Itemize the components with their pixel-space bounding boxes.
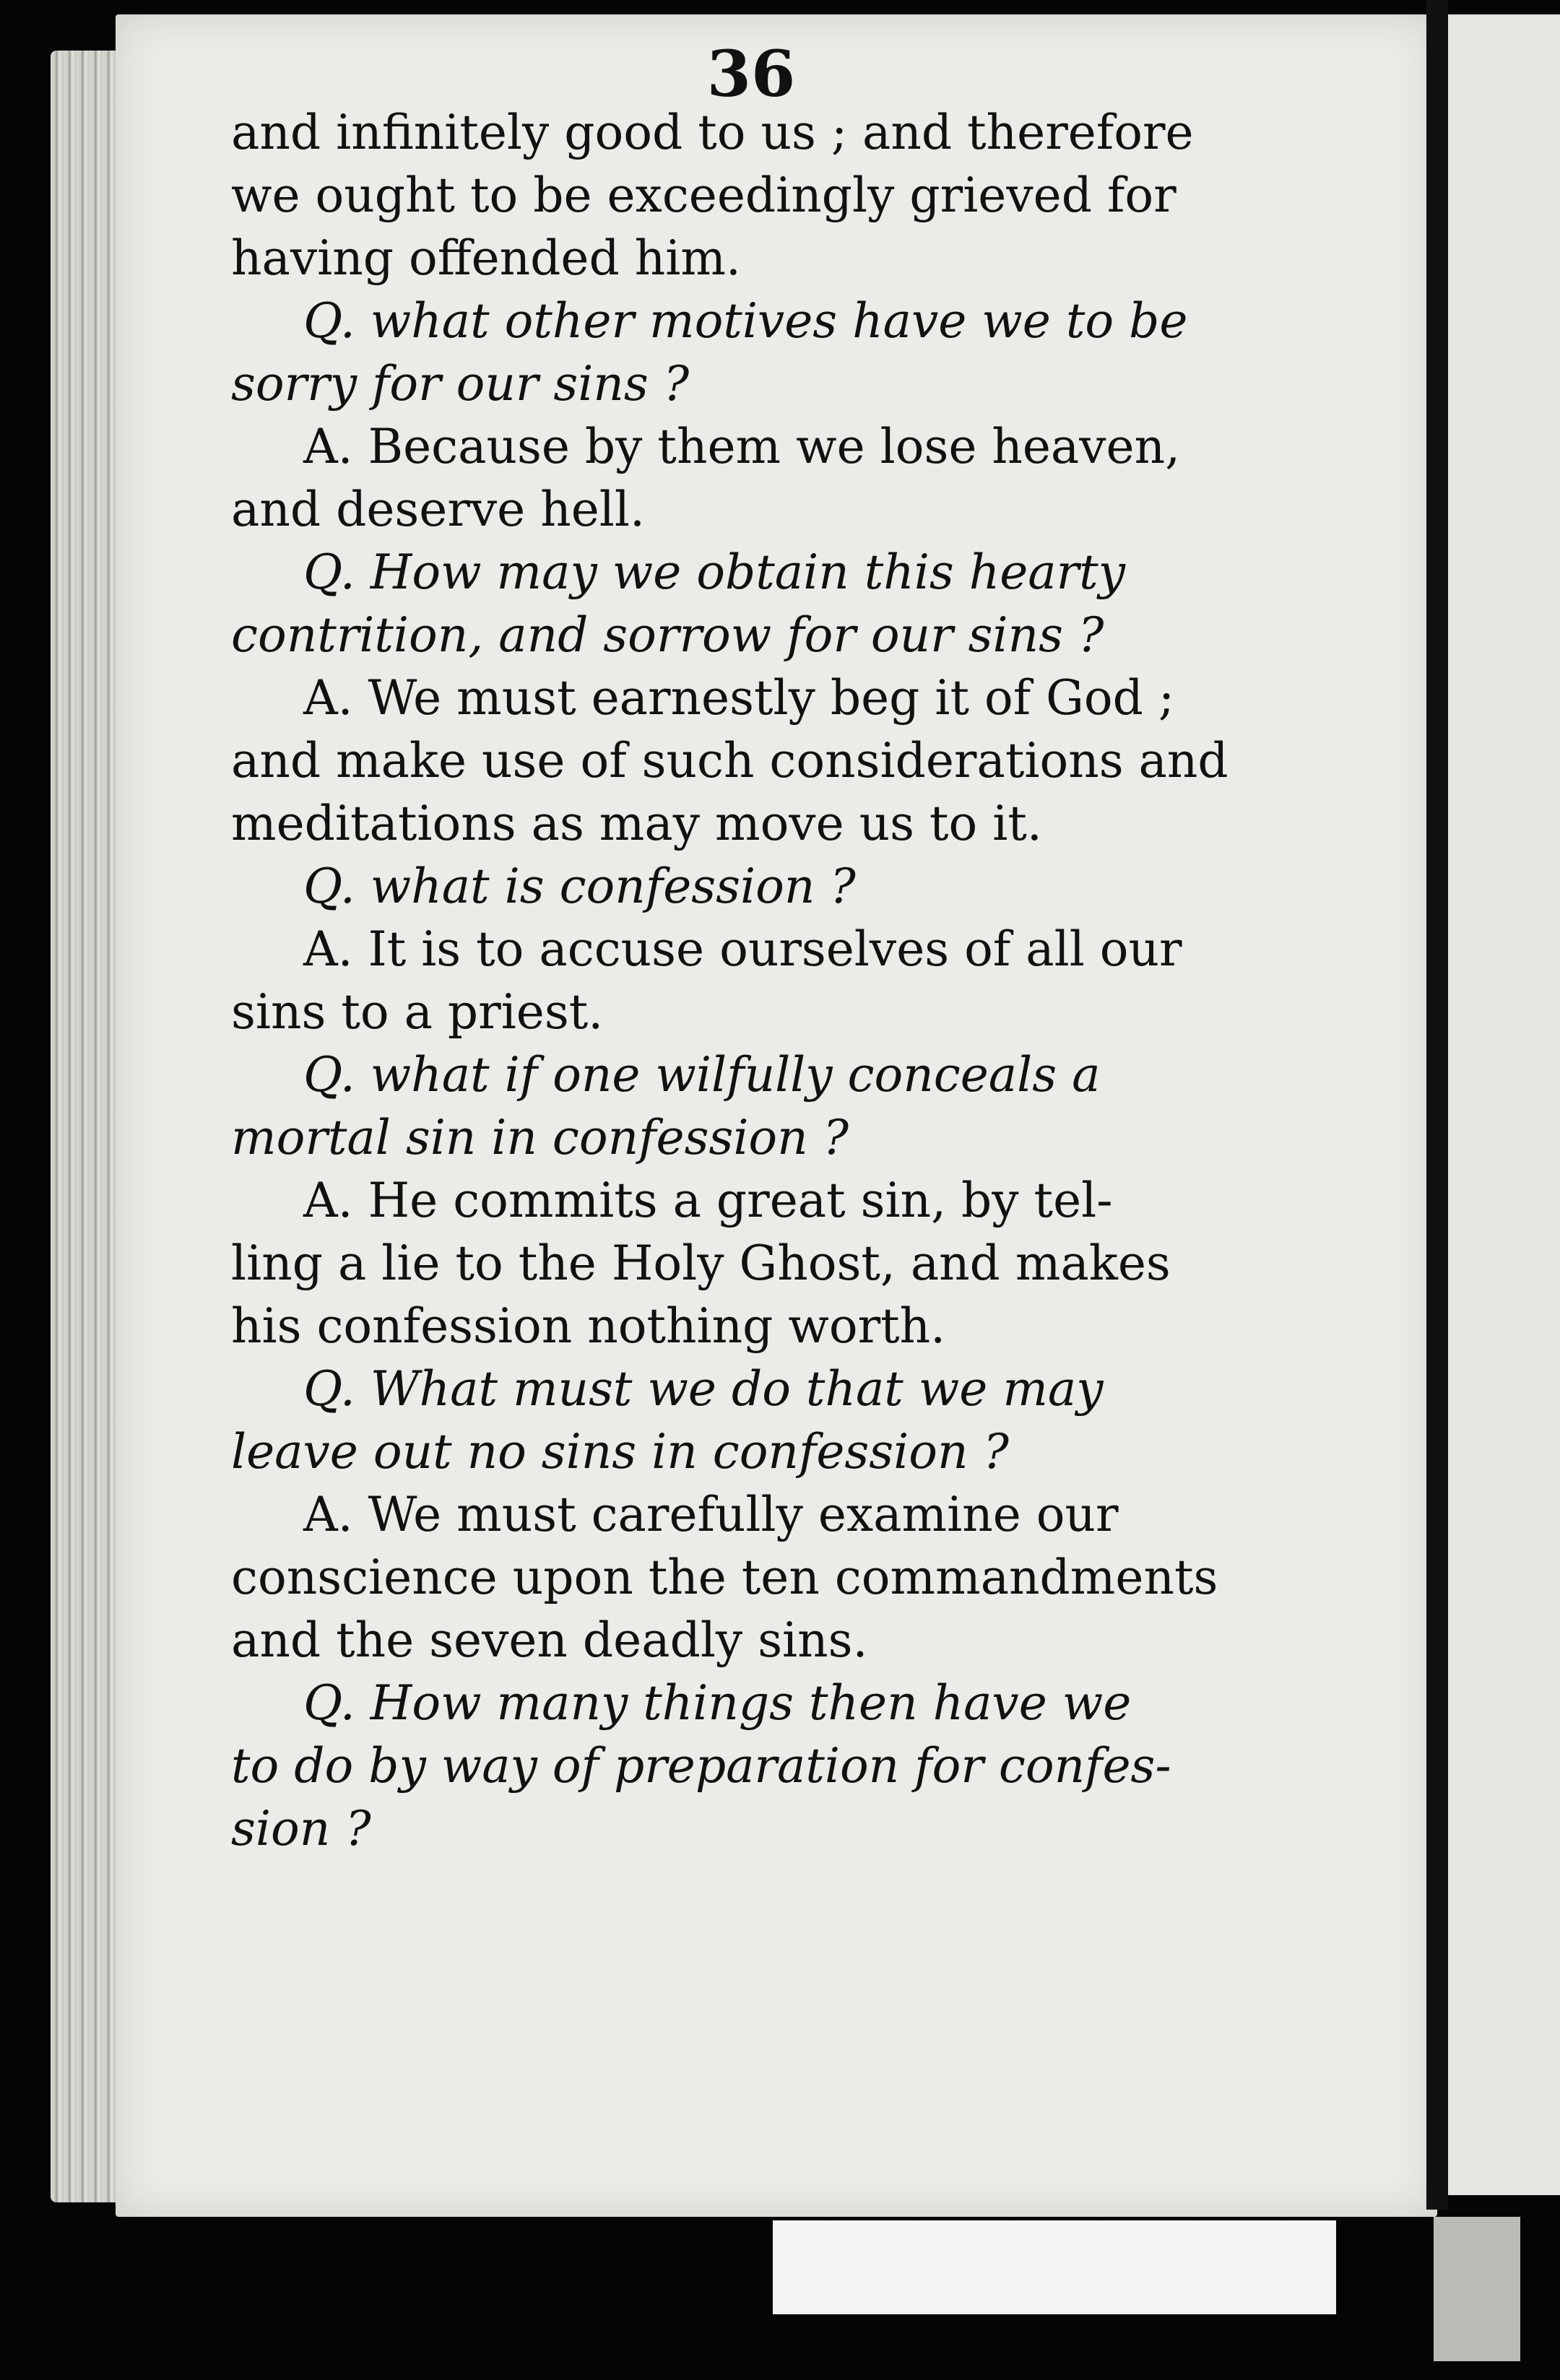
catechism-text: [231, 101, 1257, 1860]
question-line: to do by way of preparation for confes-: [231, 1738, 1171, 1794]
question-line: Q. How may we obtain this hearty: [303, 544, 1125, 600]
answer-line: and infinitely good to us ; and therefore: [231, 105, 1194, 160]
page-number: 36: [706, 36, 796, 111]
question-line: sion ?: [231, 1801, 371, 1856]
answer-line: and the seven deadly sins.: [231, 1612, 868, 1668]
book-gutter: [1426, 0, 1448, 2210]
answer-line: having offended him.: [231, 230, 741, 286]
answer-line: A. We must carefully examine our: [303, 1487, 1119, 1542]
question-line: sorry for our sins ?: [231, 356, 690, 412]
answer-line: his confession nothing worth.: [231, 1298, 946, 1354]
answer-line: we ought to be exceedingly grieved for: [231, 168, 1176, 223]
question-line: Q. How many things then have we: [303, 1675, 1132, 1731]
answer-line: and make use of such considerations and: [231, 733, 1228, 789]
question-line: Q. What must we do that we may: [303, 1361, 1104, 1417]
question-line: leave out no sins in confession ?: [231, 1424, 1009, 1480]
paper-slip: [773, 2220, 1336, 2314]
answer-line: and deserve hell.: [231, 482, 645, 537]
answer-line: sins to a priest.: [231, 984, 604, 1040]
answer-line: A. It is to accuse ourselves of all our: [303, 921, 1182, 977]
answer-line: meditations as may move us to it.: [231, 796, 1042, 851]
question-line: contrition, and sorrow for our sins ?: [231, 607, 1104, 663]
question-line: Q. what is confession ?: [303, 859, 856, 914]
answer-line: A. He commits a great sin, by tel-: [303, 1173, 1113, 1228]
question-line: Q. what other motives have we to be: [303, 293, 1188, 349]
answer-line: ling a lie to the Holy Ghost, and makes: [231, 1235, 1171, 1291]
answer-line: A. We must earnestly beg it of God ;: [303, 670, 1175, 726]
answer-line: conscience upon the ten commandments: [231, 1550, 1218, 1605]
question-line: Q. what if one wilfully conceals a: [303, 1047, 1101, 1103]
question-line: mortal sin in confession ?: [231, 1110, 849, 1165]
answer-line: A. Because by them we lose heaven,: [303, 419, 1181, 474]
facing-page: [1448, 14, 1560, 2195]
corner-tab: [1434, 2217, 1520, 2361]
